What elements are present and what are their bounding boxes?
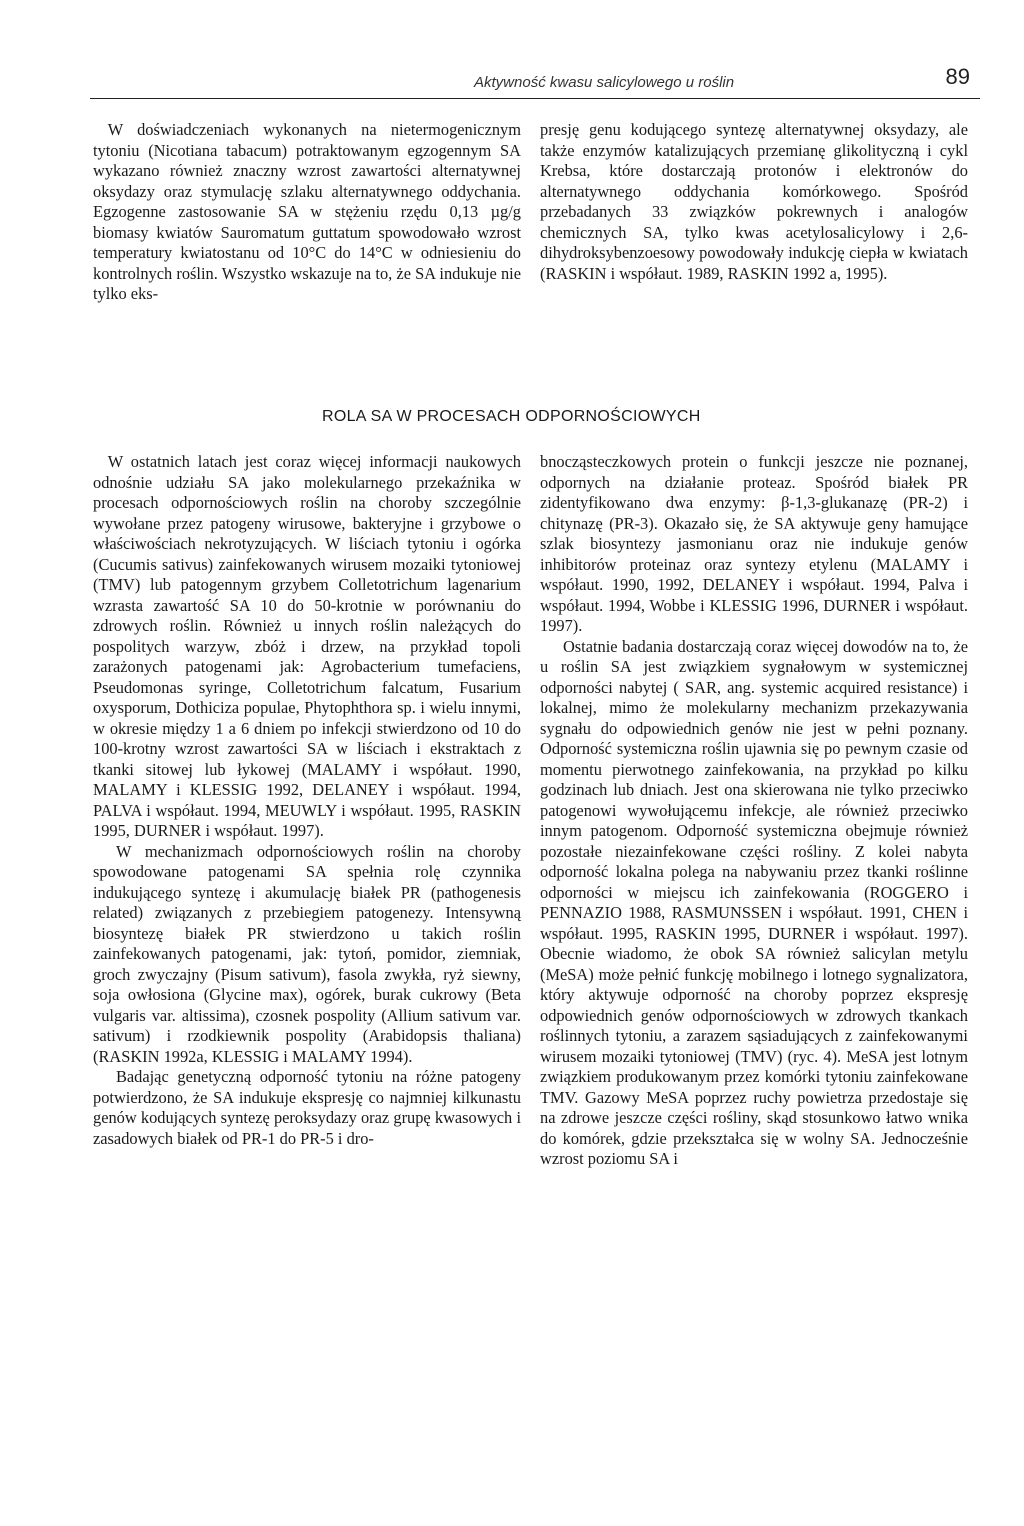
paragraph: Ostatnie badania dostarczają coraz więcej dowodów na to, że u roślin SA jest związkiem sygnałowym w systemicznej odporności nabytej ( SAR, ang. systemic acquired resistance) i lokalnej, mimo że molekularny mechanizm przekazywania sygnału do odpowiednich genów nie jest w pełni poznany. Odporność systemiczna roślin ujawnia się po pewnym czasie od momentu pierwotnego zainfekowania, na przykład po kilku godzinach lub dniach. Jest ona skierowana nie tylko przeciwko patogenowi wywołującemu infekcje, ale również przeciwko innym patogenom. Odporność systemiczna obejmuje również pozostałe niezainfekowane części rośliny. Z kolei nabyta odporność lokalna polega na nabywaniu przez tkanki roślinne odporności w miejscu ich zainfekowania (ROGGERO i PENNAZIO 1988, RASMUNSSEN i współaut. 1991, CHEN i współaut. 1995, RASKIN 1995, DURNER i współaut. 1997). Obecnie wiadomo, że obok SA również salicylan metylu (MeSA) może pełnić funkcję mobilnego i lotnego sygnalizatora, który aktywuje odporność na choroby poprzez ekspresję odpowiednich genów odpornościowych w zdrowych tkankach roślinnych tytoniu, a zarazem sąsiadujących z zainfekowanymi wirusem mozaiki tytoniowej (TMV) (ryc. 4). MeSA jest lotnym związkiem produkowanym przez komórki tytoniu zainfekowane TMV. Gazowy MeSA poprzez ruchy powietrza przedostaje się na zdrowe jeszcze części rośliny, skąd stosunkowo łatwo wnika do komórek, gdzie przekształca się w wolny SA. Jednocześnie wzrost poziomu SA i	[540, 636, 968, 1168]
top-left-column	[93, 120, 521, 305]
paragraph: W ostatnich latach jest coraz więcej informacji naukowych odnośnie udziału SA jako molekularnego przekaźnika w procesach odpornościowych roślin na choroby szczególnie wywołane przez patogeny wirusowe, bakteryjne i grzybowe o właściwościach nekrotyzujących. W liściach tytoniu i ogórka (Cucumis sativus) zainfekowanych wirusem mozaiki tytoniowej (TMV) lub patogennym grzybem Colletotrichum lagenarium wzrasta zawartość SA 10 do 50-krotnie w porównaniu do zdrowych roślin. Również u innych roślin należących do pospolitych warzyw, zbóż i drzew, na przykład topoli zarażonych patogenami jak: Agrobacterium tumefaciens, Pseudomonas syringe, Colletotrichum falcatum, Fusarium oxysporum, Dothiciza populae, Phytophthora sp. i wielu innymi, w okresie między 1 a 6 dniem po infekcji stwierdzono od 10 do 100-krotny wzrost zawartości SA w liściach i ekstraktach z tkanki sitowej lub łykowej (MALAMY i współaut. 1990, MALAMY i KLESSIG 1992, DELANEY i współaut. 1994, PALVA i współaut. 1994, MEUWLY i współaut. 1995, RASKIN 1995, DURNER i współaut. 1997).	[93, 452, 521, 840]
running-title: Aktywność kwasu salicylowego u roślin	[474, 74, 735, 91]
right-column	[540, 452, 968, 1170]
page-header	[90, 62, 980, 99]
left-column	[93, 452, 521, 1149]
page-number: 89	[945, 64, 970, 89]
paragraph: W mechanizmach odpornościowych roślin na choroby spowodowane patogenami SA spełnia rolę czynnika indukującego syntezę i akumulację białek PR (pathogenesis related) związanych z przebiegiem patogenezy. Intensywną biosyntezę białek PR stwierdzono u takich roślin zainfekowanych patogenami, jak: tytoń, pomidor, ziemniak, groch zwyczajny (Pisum sativum), fasola zwykła, ryż siewny, soja owłosiona (Glycine max), ogórek, burak cukrowy (Beta vulgaris var. altissima), czosnek pospolity (Allium sativum var. sativum) i rzodkiewnik pospolity (Arabidopsis thaliana) (RASKIN 1992a, KLESSIG i MALAMY 1994).	[93, 841, 521, 1066]
paragraph: bnocząsteczkowych protein o funkcji jeszcze nie poznanej, odpornych na działanie proteaz. Spośród białek PR zidentyfikowano dwa enzymy: β-1,3-glukanazę (PR-2) i chitynazę (PR-3). Okazało się, że SA aktywuje geny hamujące szlak biosyntezy jasmonianu oraz nie indukuje genów inhibitorów proteinaz oraz syntezy etylenu (MALAMY i współaut. 1990, 1992, DELANEY i współaut. 1994, Palva i współaut. 1994, Wobbe i KLESSIG 1996, DURNER i współaut. 1997).	[540, 452, 968, 635]
paragraph: Badając genetyczną odporność tytoniu na różne patogeny potwierdzono, że SA indukuje ekspresję co najmniej kilkunastu genów kodujących syntezę peroksydazy oraz grupę kwasowych i zasadowych białek od PR-1 do PR-5 i dro-	[93, 1067, 521, 1148]
top-right-column	[540, 120, 968, 284]
paragraph: presję genu kodującego syntezę alternatywnej oksydazy, ale także enzymów katalizujących przemianę glikolityczną i cykl Krebsa, które dostarczają protonów i elektronów do alternatywnego oddychania komórkowego. Spośród przebadanych 33 związków pokrewnych i analogów chemicznych SA, tylko kwas acetylosalicylowy i 2,6-dihydroksybenzoesowy powodowały indukcję ciepła w kwiatach (RASKIN i współaut. 1989, RASKIN 1992 a, 1995).	[540, 120, 968, 283]
paragraph: W doświadczeniach wykonanych na nietermogenicznym tytoniu (Nicotiana tabacum) potraktowanym egzogennym SA wykazano również znaczny wzrost zawartości alternatywnej oksydazy oraz stymulację szlaku alternatywnego oddychania. Egzogenne zastosowanie SA w stężeniu rzędu 0,13 µg/g biomasy kwiatów Sauromatum guttatum spowodowało wzrost temperatury kwiatostanu od 10°C do 14°C w odniesieniu do kontrolnych roślin. Wszystko wskazuje na to, że SA indukuje nie tylko eks-	[93, 120, 521, 303]
section-heading: ROLA SA W PROCESACH ODPORNOŚCIOWYCH	[322, 408, 701, 425]
